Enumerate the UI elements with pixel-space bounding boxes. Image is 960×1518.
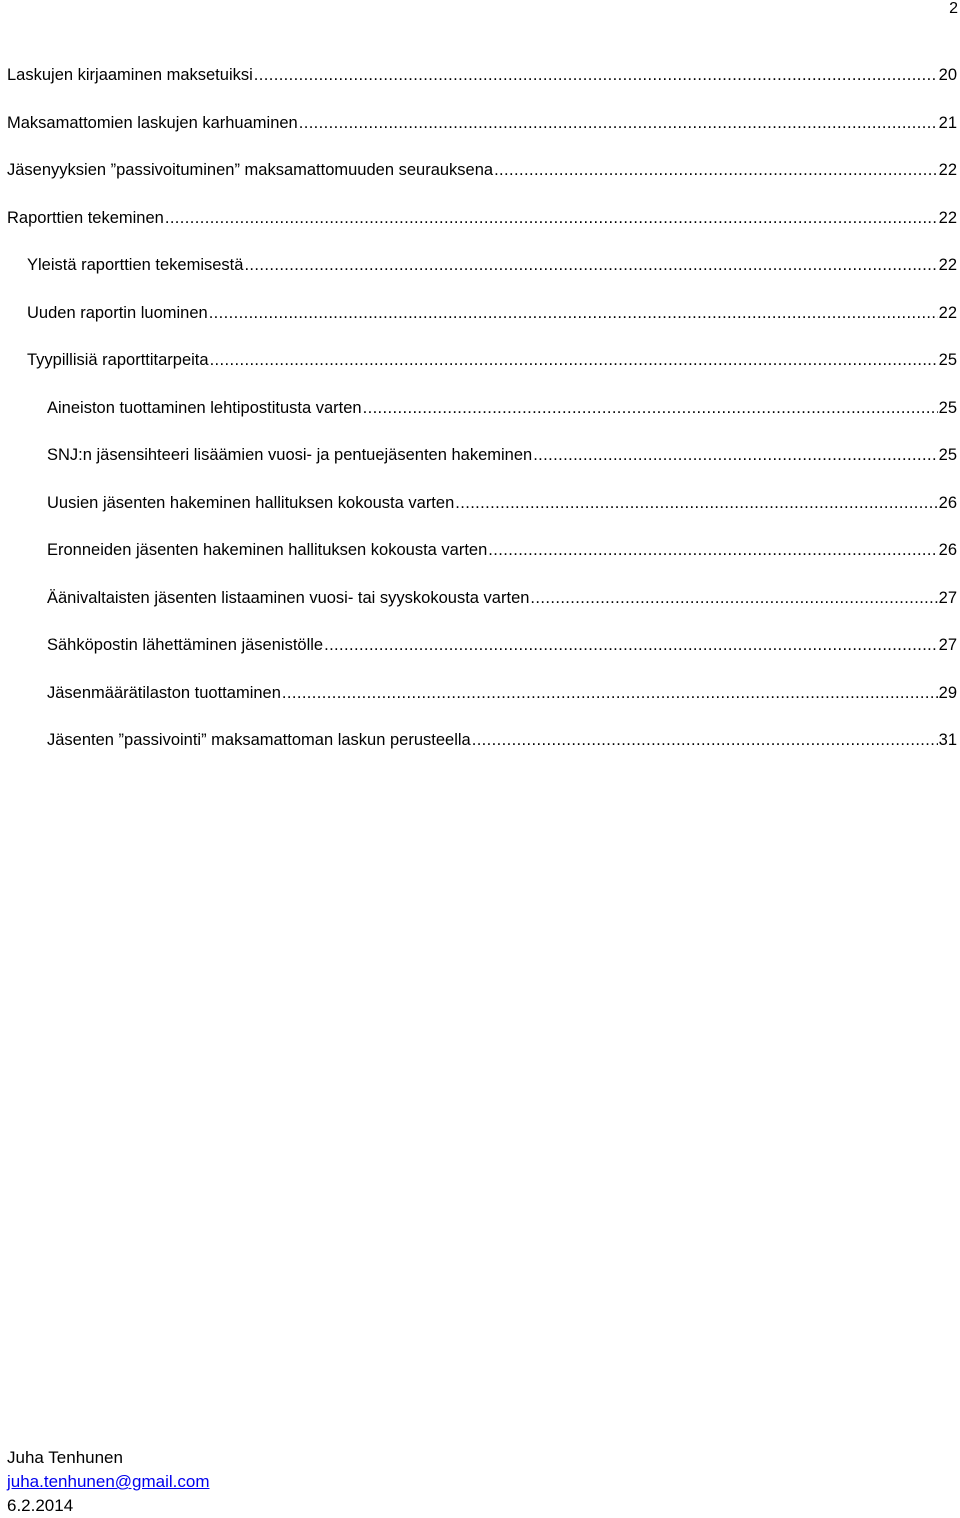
toc-dot-leader	[254, 64, 938, 86]
table-of-contents	[0, 64, 960, 777]
toc-entry[interactable]	[0, 634, 960, 682]
toc-entry-title: Sähköpostin lähettäminen jäsenistölle	[47, 636, 324, 654]
toc-entry-page-number: 25	[938, 351, 957, 369]
toc-entry-title: Uusien jäsenten hakeminen hallituksen kokousta varten	[47, 493, 455, 512]
toc-entry-page-number: 22	[938, 303, 957, 322]
toc-entry[interactable]	[0, 444, 960, 492]
toc-entry[interactable]	[0, 159, 960, 207]
toc-entry[interactable]	[0, 587, 960, 635]
toc-entry-page-number: 22	[938, 256, 957, 274]
toc-dot-leader	[210, 349, 938, 371]
page-number: 2	[949, 0, 958, 17]
toc-dot-leader	[363, 397, 938, 419]
toc-dot-leader	[165, 207, 938, 229]
toc-entry-title: Uuden raportin luominen	[27, 303, 208, 322]
toc-entry[interactable]	[0, 492, 960, 540]
toc-dot-leader	[530, 587, 937, 609]
toc-entry-title: Laskujen kirjaaminen maksetuiksi	[7, 66, 253, 84]
toc-entry-title: Maksamattomien laskujen karhuaminen	[7, 113, 298, 132]
toc-entry-title: Jäsenten ”passivointi” maksamattoman laskun perusteella	[47, 731, 471, 749]
toc-dot-leader	[324, 634, 938, 656]
toc-entry[interactable]	[0, 539, 960, 587]
toc-dot-leader	[299, 112, 938, 134]
toc-entry-page-number: 27	[938, 588, 957, 607]
toc-entry-title: Äänivaltaisten jäsenten listaaminen vuosi- tai syyskokousta varten	[47, 588, 530, 607]
toc-entry-title: Raporttien tekeminen	[7, 208, 164, 227]
toc-entry-page-number: 22	[938, 161, 957, 179]
toc-dot-leader	[533, 444, 937, 466]
toc-entry[interactable]	[0, 682, 960, 730]
toc-dot-leader	[282, 682, 938, 704]
footer-author: Juha Tenhunen	[7, 1448, 123, 1467]
toc-entry-page-number: 25	[938, 446, 957, 464]
toc-dot-leader	[472, 729, 938, 751]
toc-entry-page-number: 29	[938, 683, 957, 702]
toc-entry[interactable]	[0, 64, 960, 112]
toc-entry-title: Eronneiden jäsenten hakeminen hallituksen kokousta varten	[47, 541, 488, 559]
footer-date: 6.2.2014	[7, 1496, 74, 1515]
toc-entry[interactable]	[0, 397, 960, 445]
toc-entry-page-number: 26	[938, 541, 957, 559]
toc-entry-page-number: 21	[938, 113, 957, 132]
toc-entry-title: Yleistä raporttien tekemisestä	[27, 256, 244, 274]
toc-dot-leader	[455, 492, 937, 514]
toc-entry-page-number: 20	[938, 66, 957, 84]
toc-dot-leader	[488, 539, 937, 561]
toc-dot-leader	[494, 159, 938, 181]
toc-entry-title: Jäsenmäärätilaston tuottaminen	[47, 683, 281, 702]
toc-entry[interactable]	[0, 302, 960, 350]
toc-entry[interactable]	[0, 112, 960, 160]
toc-entry-page-number: 26	[938, 493, 957, 512]
toc-entry-page-number: 25	[938, 398, 957, 417]
toc-entry[interactable]	[0, 349, 960, 397]
document-footer	[7, 1446, 210, 1518]
toc-entry[interactable]	[0, 729, 960, 777]
toc-dot-leader	[209, 302, 938, 324]
toc-entry-title: Aineiston tuottaminen lehtipostitusta varten	[47, 398, 362, 417]
toc-entry-title: Tyypillisiä raporttitarpeita	[27, 351, 209, 369]
toc-entry-page-number: 22	[938, 208, 957, 227]
toc-entry-title: SNJ:n jäsensihteeri lisäämien vuosi- ja pentuejäsenten hakeminen	[47, 446, 533, 464]
footer-email-link[interactable]: juha.tenhunen@gmail.com	[7, 1472, 210, 1491]
toc-entry[interactable]	[0, 207, 960, 255]
toc-dot-leader	[244, 254, 937, 276]
toc-entry-title: Jäsenyyksien ”passivoituminen” maksamattomuuden seurauksena	[7, 161, 494, 179]
toc-entry-page-number: 31	[938, 731, 957, 749]
toc-entry-page-number: 27	[938, 636, 957, 654]
toc-entry[interactable]	[0, 254, 960, 302]
